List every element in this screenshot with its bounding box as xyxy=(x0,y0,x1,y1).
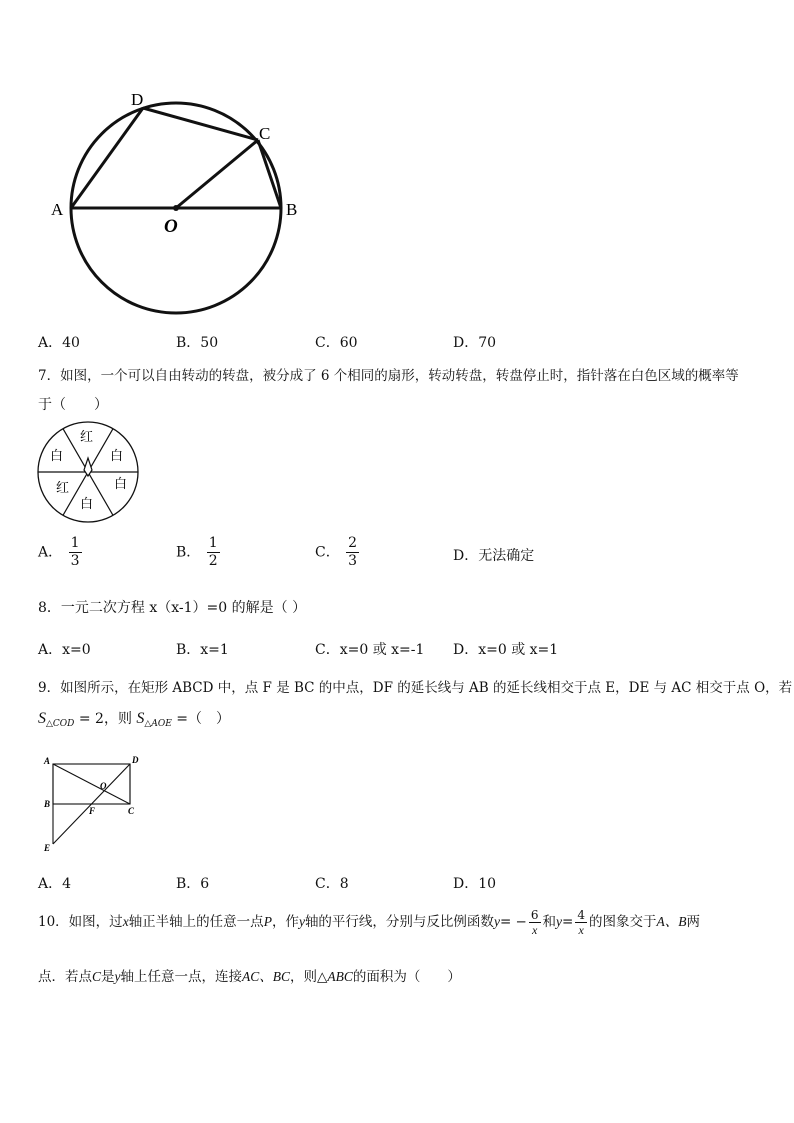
area-subscript-cod: △COD xyxy=(46,719,75,729)
fraction-numerator: 6 xyxy=(530,908,539,922)
label-o: O xyxy=(100,781,107,791)
triangle-abc: ABC xyxy=(327,969,353,984)
points-ab: A、B xyxy=(656,914,687,929)
q7-option-b xyxy=(176,535,222,570)
q10-stem-line1 xyxy=(38,908,700,937)
label-c: C xyxy=(128,806,135,816)
label-d: D xyxy=(131,90,144,109)
label-b: B xyxy=(44,799,51,809)
sector-label-top: 红 xyxy=(80,429,94,444)
fraction-4-over-x xyxy=(575,908,587,937)
var-y: y xyxy=(298,914,305,929)
q7-option-b-fraction xyxy=(207,535,220,570)
sector-label-right-top: 白 xyxy=(110,448,124,463)
q9-option-b: B．6 xyxy=(176,876,210,892)
q7-stem-line2: 于（ ） xyxy=(38,397,108,413)
q9-stem-tail: =（ ） xyxy=(176,711,230,727)
q8-option-c: C．x=0 或 x=-1 xyxy=(315,642,425,658)
q10-text: 的图象交于 xyxy=(588,914,657,930)
label-o: O xyxy=(164,216,178,237)
segments-ac-bc: AC、BC xyxy=(242,969,291,984)
q7-option-c xyxy=(315,535,361,570)
q10-text: ，作 xyxy=(271,914,299,930)
label-a: A xyxy=(44,756,51,766)
q6-option-d: D．70 xyxy=(453,335,497,351)
q6-option-b: B．50 xyxy=(176,335,219,351)
q9-stem-line2 xyxy=(38,708,230,729)
q10-text: 10．如图，过 xyxy=(38,914,123,930)
q10-text: 是 xyxy=(101,969,115,985)
q7-stem-line1: 7．如图，一个可以自由转动的转盘，被分成了 6 个相同的扇形，转动转盘，转盘停止时，指针落在白色区域的概率等 xyxy=(38,368,739,384)
sector-label-left-top: 白 xyxy=(50,448,64,463)
fraction-denominator: 3 xyxy=(348,553,358,569)
q10-text: 点．若点 xyxy=(38,969,92,985)
q10-text: 和 xyxy=(542,914,556,930)
label-b: B xyxy=(286,200,298,219)
area-subscript-aoe: △AOE xyxy=(144,719,172,729)
chord-ad xyxy=(71,108,143,208)
q10-text: 轴的平行线，分别与反比例函数 xyxy=(304,914,494,930)
q8-option-a: A．x=0 xyxy=(38,642,91,658)
q7-option-d: D．无法确定 xyxy=(453,548,535,564)
q8-option-d: D．x=0 或 x=1 xyxy=(453,642,559,658)
q7-option-b-prefix: B． xyxy=(176,544,201,561)
label-f: F xyxy=(89,806,96,816)
area-symbol: S xyxy=(38,710,46,727)
fraction-denominator: x xyxy=(578,923,584,937)
q6-option-a: A．40 xyxy=(38,335,80,351)
label-d: D xyxy=(132,755,139,765)
var-y: y xyxy=(114,969,121,984)
fraction-denominator: 2 xyxy=(208,553,218,569)
var-c: C xyxy=(92,969,102,984)
fraction-denominator: 3 xyxy=(70,553,80,569)
q10-eq: = − xyxy=(499,914,527,930)
q8-stem: 8．一元二次方程 x（x-1）=0 的解是（ ） xyxy=(38,600,307,616)
fraction-numerator: 4 xyxy=(577,908,585,922)
spinner-figure xyxy=(36,420,140,524)
label-c: C xyxy=(259,124,271,143)
var-y: y xyxy=(556,914,562,929)
q10-stem-line2 xyxy=(38,965,461,985)
q10-text: 的面积为（ ） xyxy=(352,969,461,985)
sector-label-left-bottom: 红 xyxy=(56,480,70,495)
radius-oc xyxy=(176,140,258,208)
label-a: A xyxy=(51,200,64,219)
rectangle-figure xyxy=(36,752,156,856)
fraction-denominator: x xyxy=(532,923,538,937)
var-x: x xyxy=(122,914,129,929)
q7-option-a-fraction xyxy=(69,535,82,570)
q10-text: 两 xyxy=(686,914,700,930)
q8-option-b: B．x=1 xyxy=(176,642,229,658)
center-dot xyxy=(173,205,179,211)
q7-option-a-prefix: A． xyxy=(38,544,63,561)
fraction-numerator: 1 xyxy=(208,535,218,551)
q6-option-c: C．60 xyxy=(315,335,358,351)
q7-option-c-prefix: C． xyxy=(315,544,340,561)
var-y: y xyxy=(493,914,500,929)
fraction-neg6-over-x xyxy=(529,908,541,937)
chord-cb xyxy=(258,140,281,208)
area-symbol: S xyxy=(136,710,145,727)
q10-text: 轴正半轴上的任意一点 xyxy=(128,914,264,930)
circle-figure xyxy=(40,80,320,320)
label-e: E xyxy=(44,843,51,853)
q10-text: ，则△ xyxy=(290,969,328,985)
q9-option-a: A．4 xyxy=(38,876,72,892)
segment-ac xyxy=(53,764,130,804)
fraction-numerator: 1 xyxy=(70,535,80,551)
q7-option-c-fraction xyxy=(346,535,359,570)
q9-option-d: D．10 xyxy=(453,876,497,892)
var-p: P xyxy=(263,914,272,929)
q9-given-value: = 2，则 xyxy=(78,711,132,727)
q9-option-c: C．8 xyxy=(315,876,349,892)
q10-text: 轴上任意一点，连接 xyxy=(120,969,243,985)
fraction-numerator: 2 xyxy=(348,535,358,551)
q10-eq: = xyxy=(562,914,574,930)
sector-label-bottom: 白 xyxy=(80,496,94,511)
q9-stem-line1: 9．如图所示，在矩形 ABCD 中，点 F 是 BC 的中点，DF 的延长线与 AB 的延长线相交于点 E，DE 与 AC 相交于点 O，若 xyxy=(38,680,793,696)
sector-label-right-bottom: 白 xyxy=(114,476,128,491)
q7-option-a xyxy=(38,535,84,570)
